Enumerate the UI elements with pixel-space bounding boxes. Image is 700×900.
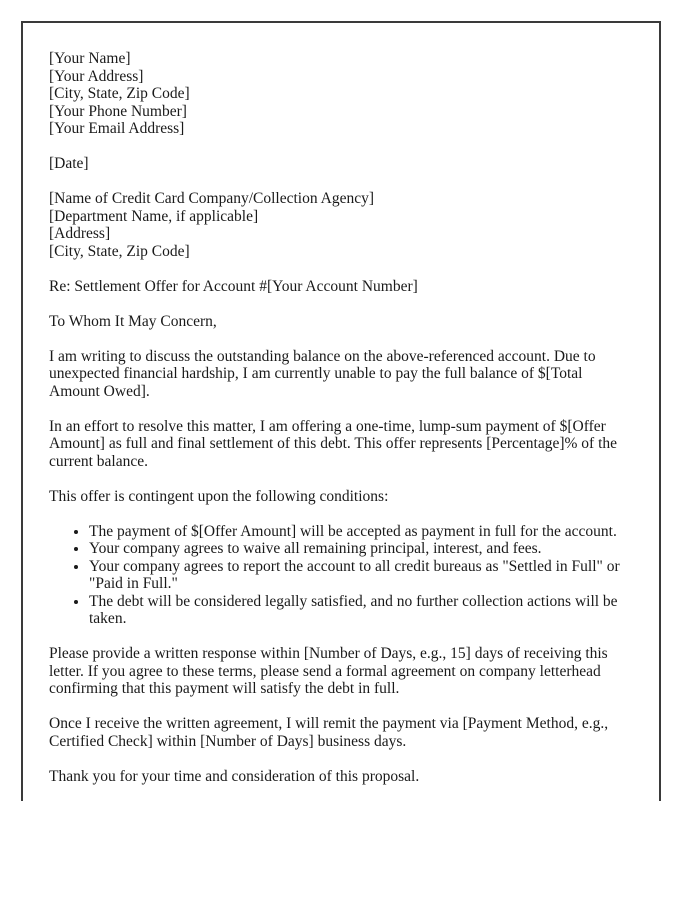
paragraph-offer: In an effort to resolve this matter, I am offering a one-time, lump-sum payment of $[Offer Amount] as full and final settlement of this debt. This offer represents [Percentage]% of the current balance. [49,417,618,470]
sender-email-line: [Your Email Address] [49,120,185,137]
paragraph-payment-remittance: Once I receive the written agreement, I will remit the payment via [Payment Method, e.g., Certified Check] within [Number of Days] business days. [49,715,609,750]
recipient-block [49,190,634,260]
sender-phone-line: [Your Phone Number] [49,102,187,120]
recipient-department-line: [Department Name, if applicable] [49,207,259,225]
sender-name-line: [Your Name] [49,50,131,67]
recipient-city-state-zip-line: [City, State, Zip Code] [49,242,190,260]
recipient-company-line: [Name of Credit Card Company/Collection Agency] [49,190,374,207]
condition-item-payment-in-full: • The payment of $[Offer Amount] will be accepted as payment in full for the account. [89,523,634,541]
paragraph-hardship: I am writing to discuss the outstanding balance on the above-referenced account. Due to unexpected financial hardship, I am currently unable to pay the full balance of $[Total Amount Owed]. [49,347,596,400]
sender-address-line: [Your Address] [49,67,144,85]
paragraph-closing-thanks: Thank you for your time and consideration of this proposal. [49,767,420,785]
condition-item-credit-bureau-reporting: • Your company agrees to report the account to all credit bureaus as "Settled in Full" or "Paid in Full." [89,558,634,593]
conditions-list [49,523,634,628]
sender-block [49,50,634,138]
conditions-intro: This offer is contingent upon the following conditions: [49,487,389,505]
date-line: [Date] [49,155,89,172]
letter-document [21,21,661,801]
condition-item-legally-satisfied: • The debt will be considered legally satisfied, and no further collection actions will be taken. [89,593,634,628]
salutation: To Whom It May Concern, [49,312,217,330]
subject-line: Re: Settlement Offer for Account #[Your Account Number] [49,277,418,295]
condition-item-waive-fees: • Your company agrees to waive all remaining principal, interest, and fees. [89,540,634,558]
paragraph-response-request: Please provide a written response within [Number of Days, e.g., 15] days of receiving this letter. If you agree to these terms, please send a formal agreement on company letterhead confirming that this payment will satisfy the debt in full. [49,645,608,697]
recipient-address-line: [Address] [49,225,111,242]
sender-city-state-zip-line: [City, State, Zip Code] [49,85,190,102]
